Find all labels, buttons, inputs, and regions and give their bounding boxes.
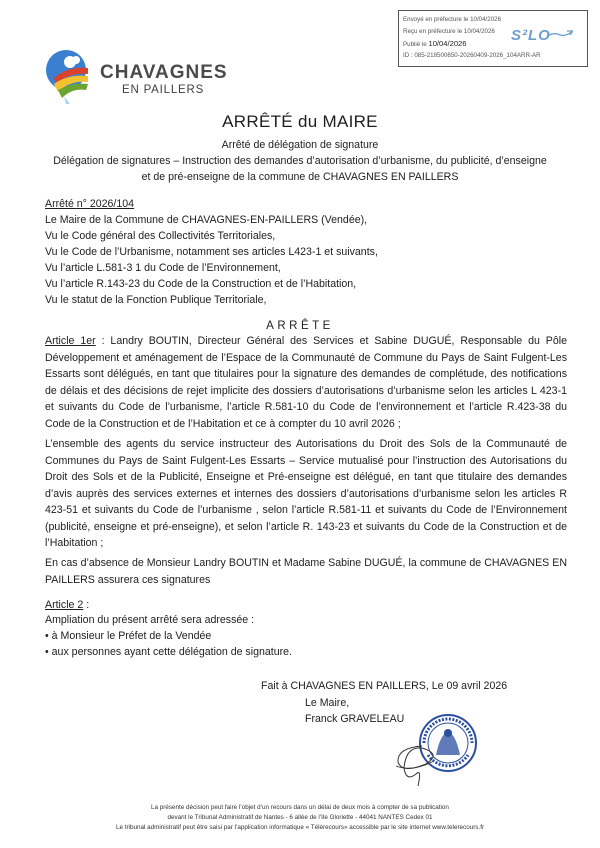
article-1-paragraph xyxy=(45,333,567,432)
slo-logo: S²LO xyxy=(511,27,551,44)
decree-number: Arrêté n° 2026/104 xyxy=(45,198,135,210)
place-date: Fait à CHAVAGNES EN PAILLERS, Le 09 avril 2026 xyxy=(261,680,508,692)
published-date: 10/04/2026 xyxy=(428,39,467,48)
preamble-line: Vu l’article R.143-23 du Code de la Construction et de l’Habitation, xyxy=(45,278,357,290)
article-1-text: Landry BOUTIN, Directeur Général des Services et Sabine DUGUÉ, Responsable du Pôle Développement et aménagement de l’Espace de la Communauté de Commune du Pays de Saint Fulgent-Les Essarts sont délégués, en tant que titulaires pour la signature des demandes de complétude, des notifications de délais et des décisions de rejet implicite des dossiers d’autorisations d’urbanisme selon les articles L 423-1 et suivants du Code de l’urbanisme, l’article R.581-10 du Code de l’environnement et l’article R.423-38 du Code de la Construction et de l’Habitation et ce à compter du 10 avril 2026 ; xyxy=(45,335,567,430)
published-row xyxy=(403,38,583,50)
received-date: Reçu en préfecture le 10/04/2026 xyxy=(403,28,495,35)
list-item: • aux personnes ayant cette délégation de signature. xyxy=(45,646,292,658)
signatory-name: Franck GRAVELEAU xyxy=(305,713,405,725)
footer-line-3: Le tribunal administratif peut être saisi par l’application informatique « Télérecours» accessible par le site internet www.telerecours.fr xyxy=(115,824,485,831)
preamble-line: Vu le Code général des Collectivités Territoriales, xyxy=(45,230,276,242)
article-1-label: Article 1er xyxy=(45,335,96,347)
list-item: • à Monsieur le Préfet de la Vendée xyxy=(45,630,212,642)
logo-name: CHAVAGNES xyxy=(100,62,228,83)
preamble-line: Vu l’article L.581-3 1 du Code de l’Environnement, xyxy=(45,262,281,274)
article-1-separator: : xyxy=(95,335,111,347)
logo-subtitle: EN PAILLERS xyxy=(122,84,205,96)
sent-date: Envoyé en préfecture le 10/04/2026 xyxy=(403,16,502,23)
commune-logo-icon xyxy=(44,48,90,104)
subtitle: Arrêté de délégation de signature xyxy=(221,139,379,151)
handwritten-signature xyxy=(392,738,452,786)
article-2-separator: : xyxy=(83,599,90,611)
article-1-paragraph-3: En cas d’absence de Monsieur Landry BOUTIN et Madame Sabine DUGUÉ, la commune de CHAVAGNES EN PAILLERS assurera ces signatures xyxy=(45,557,567,586)
signatory-role: Le Maire, xyxy=(305,697,350,709)
footer-line-1: La présente décision peut faire l’objet d’un recours dans un délai de deux mois à compter de sa publication xyxy=(151,804,449,811)
footer-line-2: devant le Tribunal Administratif de Nantes - 6 allée de l’Ile Gloriette - 44041 NANTES Cedex 01 xyxy=(167,814,433,821)
article-2-intro: Ampliation du présent arrêté sera adressée : xyxy=(45,614,255,626)
article-1-paragraph-2: L’ensemble des agents du service instructeur des Autorisations du Droit des Sols de la Communauté de Communes du Pays de Saint Fulgent-Les Essarts – Service mutualisé pour l’instruction des Autorisations du Droit des Sols et de la Publicité, Enseigne et Pré-enseigne est délégué, en tant que titulaire des demandes d’avis auprès des services externes et internes des dossiers d’autorisations d’urbanisme selon les articles R 423-51 et suivants du Code de l’urbanisme , selon l’article R.581-11 et suivants du Code de l’Environnement (publicité, enseigne et pré-enseigne), et selon l’article R. 143-23 et suivants du Code de la Construction et de l’Habitation ; xyxy=(45,438,567,549)
published-label: Publié le xyxy=(403,41,427,48)
document-id: ID : 085-218500650-20260409-2026_104ARR-AR xyxy=(403,52,541,59)
description-line-2: et de pré-enseigne de la commune de CHAVAGNES EN PAILLERS xyxy=(141,171,459,183)
preamble-line: Le Maire de la Commune de CHAVAGNES-EN-PAILLERS (Vendée), xyxy=(45,214,368,226)
commune-logo xyxy=(44,48,294,108)
preamble-line: Vu le Code de l’Urbanisme, notamment ses articles L423-1 et suivants, xyxy=(45,246,378,258)
page-title: ARRÊTÉ du MAIRE xyxy=(222,112,378,131)
list-item-text: aux personnes ayant cette délégation de signature. xyxy=(51,646,292,658)
list-item-text: à Monsieur le Préfet de la Vendée xyxy=(51,630,212,642)
description-line-1: Délégation de signatures – Instruction des demandes d’autorisation d’urbanisme, du publicité, d’enseigne xyxy=(53,155,547,167)
prefecture-stamp xyxy=(398,10,588,67)
preamble-line: Vu le statut de la Fonction Publique Territoriale, xyxy=(45,294,267,306)
article-2-heading xyxy=(45,599,89,611)
article-2-label: Article 2 xyxy=(45,599,84,611)
slo-arrow-icon xyxy=(547,30,573,38)
arrete-heading: ARRÊTE xyxy=(266,320,334,332)
